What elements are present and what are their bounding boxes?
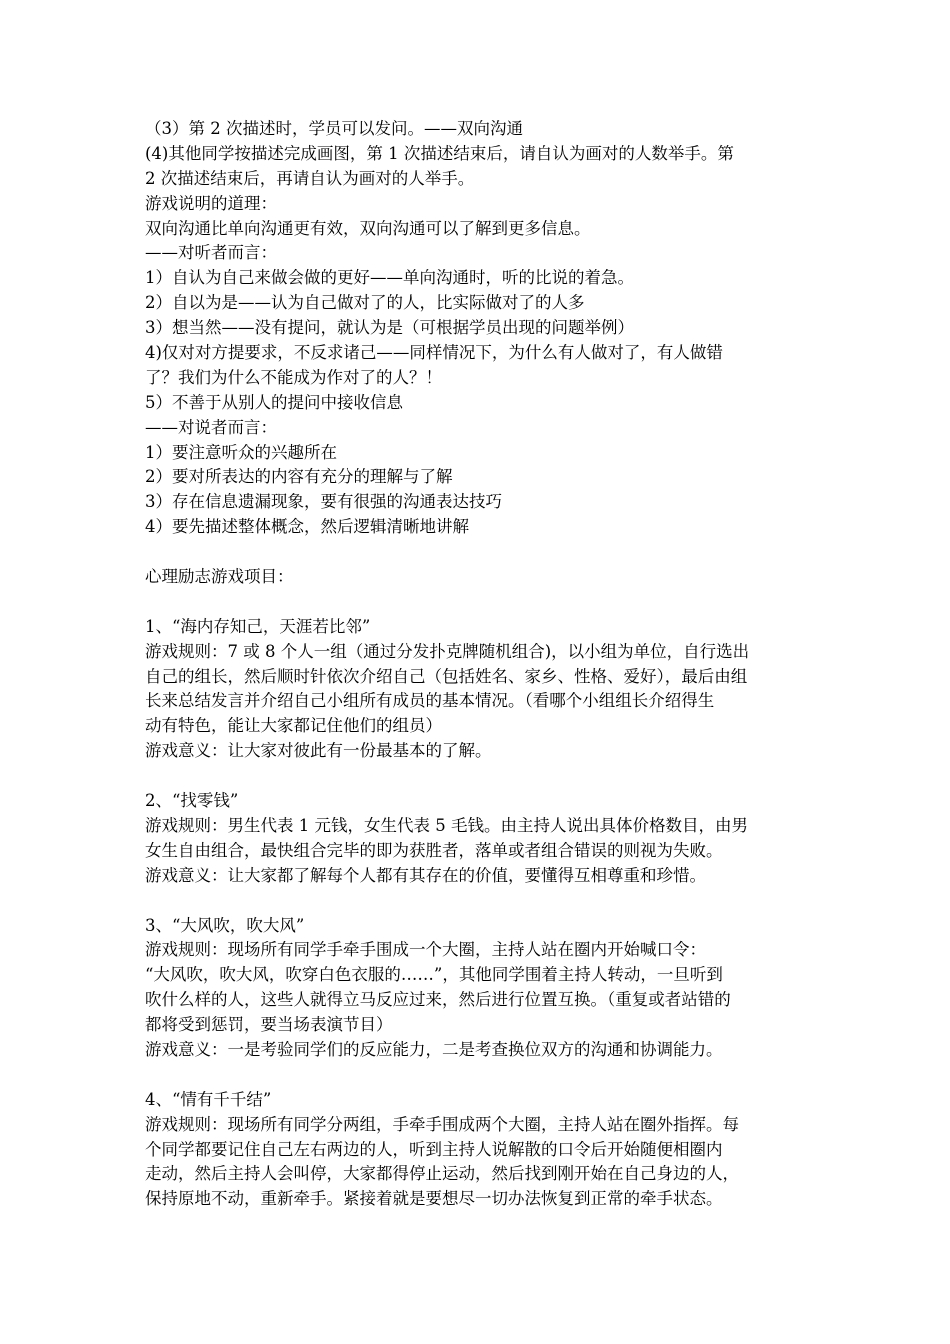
- text-line: 2、“找零钱”: [145, 791, 239, 811]
- text-line: 吹什么样的人，这些人就得立马反应过来，然后进行位置互换。（重复或者站错的: [145, 990, 731, 1010]
- blank-line: [145, 889, 813, 914]
- text-line: “大风吹，吹大风，吹穿白色衣服的……”，其他同学围着主持人转动，一旦听到: [145, 965, 723, 985]
- text-line: 2 次描述结束后，再请自认为画对的人举手。: [145, 168, 475, 188]
- blank-line: [145, 590, 813, 615]
- text-line: ——对说者而言：: [145, 417, 277, 437]
- text-line: 游戏规则：现场所有同学手牵手围成一个大圈，主持人站在圈内开始喊口令：: [145, 940, 706, 960]
- text-line: （3）第 2 次描述时，学员可以发问。——双向沟通: [145, 119, 523, 138]
- text-line: 4)仅对对方提要求，不反求诸己——同样情况下，为什么有人做对了，有人做错: [145, 343, 723, 363]
- text-line: (4)其他同学按描述完成画图，第 1 次描述结束后，请自认为画对的人数举手。第: [145, 143, 734, 163]
- text-line: 游戏意义：让大家对彼此有一份最基本的了解。: [145, 741, 492, 761]
- text-line: 1）要注意听众的兴趣所在: [145, 442, 337, 462]
- text-line: 游戏说明的道理：: [145, 193, 277, 213]
- blank-line: [145, 1063, 813, 1088]
- text-line: 2）自以为是——认为自己做对了的人，比实际做对了的人多: [145, 293, 585, 313]
- text-line: 了？我们为什么不能成为作对了的人？！: [145, 367, 442, 387]
- text-line: 双向沟通比单向沟通更有效，双向沟通可以了解到更多信息。: [145, 218, 591, 238]
- text-line: 4、“情有千千结”: [145, 1089, 272, 1109]
- document-body: [145, 117, 813, 1212]
- text-line: 心理励志游戏项目：: [145, 567, 294, 587]
- text-line: 3、“大风吹，吹大风”: [145, 915, 305, 935]
- blank-line: [145, 540, 813, 565]
- text-line: 走动，然后主持人会叫停，大家都得停止运动，然后找到刚开始在自己身边的人，: [145, 1164, 739, 1184]
- text-line: ——对听者而言：: [145, 243, 277, 263]
- text-line: 3）存在信息遗漏现象，要有很强的沟通表达技巧: [145, 492, 502, 512]
- text-line: 个同学都要记住自己左右两边的人，听到主持人说解散的口令后开始随便相圈内: [145, 1139, 723, 1159]
- text-line: 自己的组长，然后顺时针依次介绍自己（包括姓名、家乡、性格、爱好），最后由组: [145, 666, 748, 686]
- text-line: 都将受到惩罚，要当场表演节目）: [145, 1015, 393, 1035]
- text-line: 游戏规则：男生代表 1 元钱，女生代表 5 毛钱。由主持人说出具体价格数目，由男: [145, 815, 748, 835]
- text-line: 4）要先描述整体概念，然后逻辑清晰地讲解: [145, 517, 469, 537]
- text-line: 游戏意义：一是考验同学们的反应能力，二是考查换位双方的沟通和协调能力。: [145, 1039, 723, 1059]
- text-line: 2）要对所表达的内容有充分的理解与了解: [145, 467, 453, 487]
- text-line: 长来总结发言并介绍自己小组所有成员的基本情况。（看哪个小组组长介绍得生: [145, 691, 715, 711]
- text-line: 游戏规则：7 或 8 个人一组（通过分发扑克牌随机组合)，以小组为单位，自行选出: [145, 641, 750, 661]
- text-line: 女生自由组合，最快组合完毕的即为获胜者，落单或者组合错误的则视为失败。: [145, 840, 723, 860]
- text-line: 保持原地不动，重新牵手。紧接着就是要想尽一切办法恢复到正常的牵手状态。: [145, 1189, 723, 1209]
- blank-line: [145, 764, 813, 789]
- text-line: 1）自认为自己来做会做的更好——单向沟通时，听的比说的着急。: [145, 268, 634, 288]
- text-line: 5）不善于从别人的提问中接收信息: [145, 392, 403, 412]
- text-line: 游戏规则：现场所有同学分两组，手牵手围成两个大圈，主持人站在圈外指挥。每: [145, 1114, 739, 1134]
- text-line: 3）想当然——没有提问，就认为是（可根据学员出现的问题举例）: [145, 318, 634, 338]
- text-line: 动有特色，能让大家都记住他们的组员）: [145, 716, 442, 736]
- text-line: 1、“海内存知己，天涯若比邻”: [145, 616, 371, 636]
- text-line: 游戏意义：让大家都了解每个人都有其存在的价值，要懂得互相尊重和珍惜。: [145, 865, 706, 885]
